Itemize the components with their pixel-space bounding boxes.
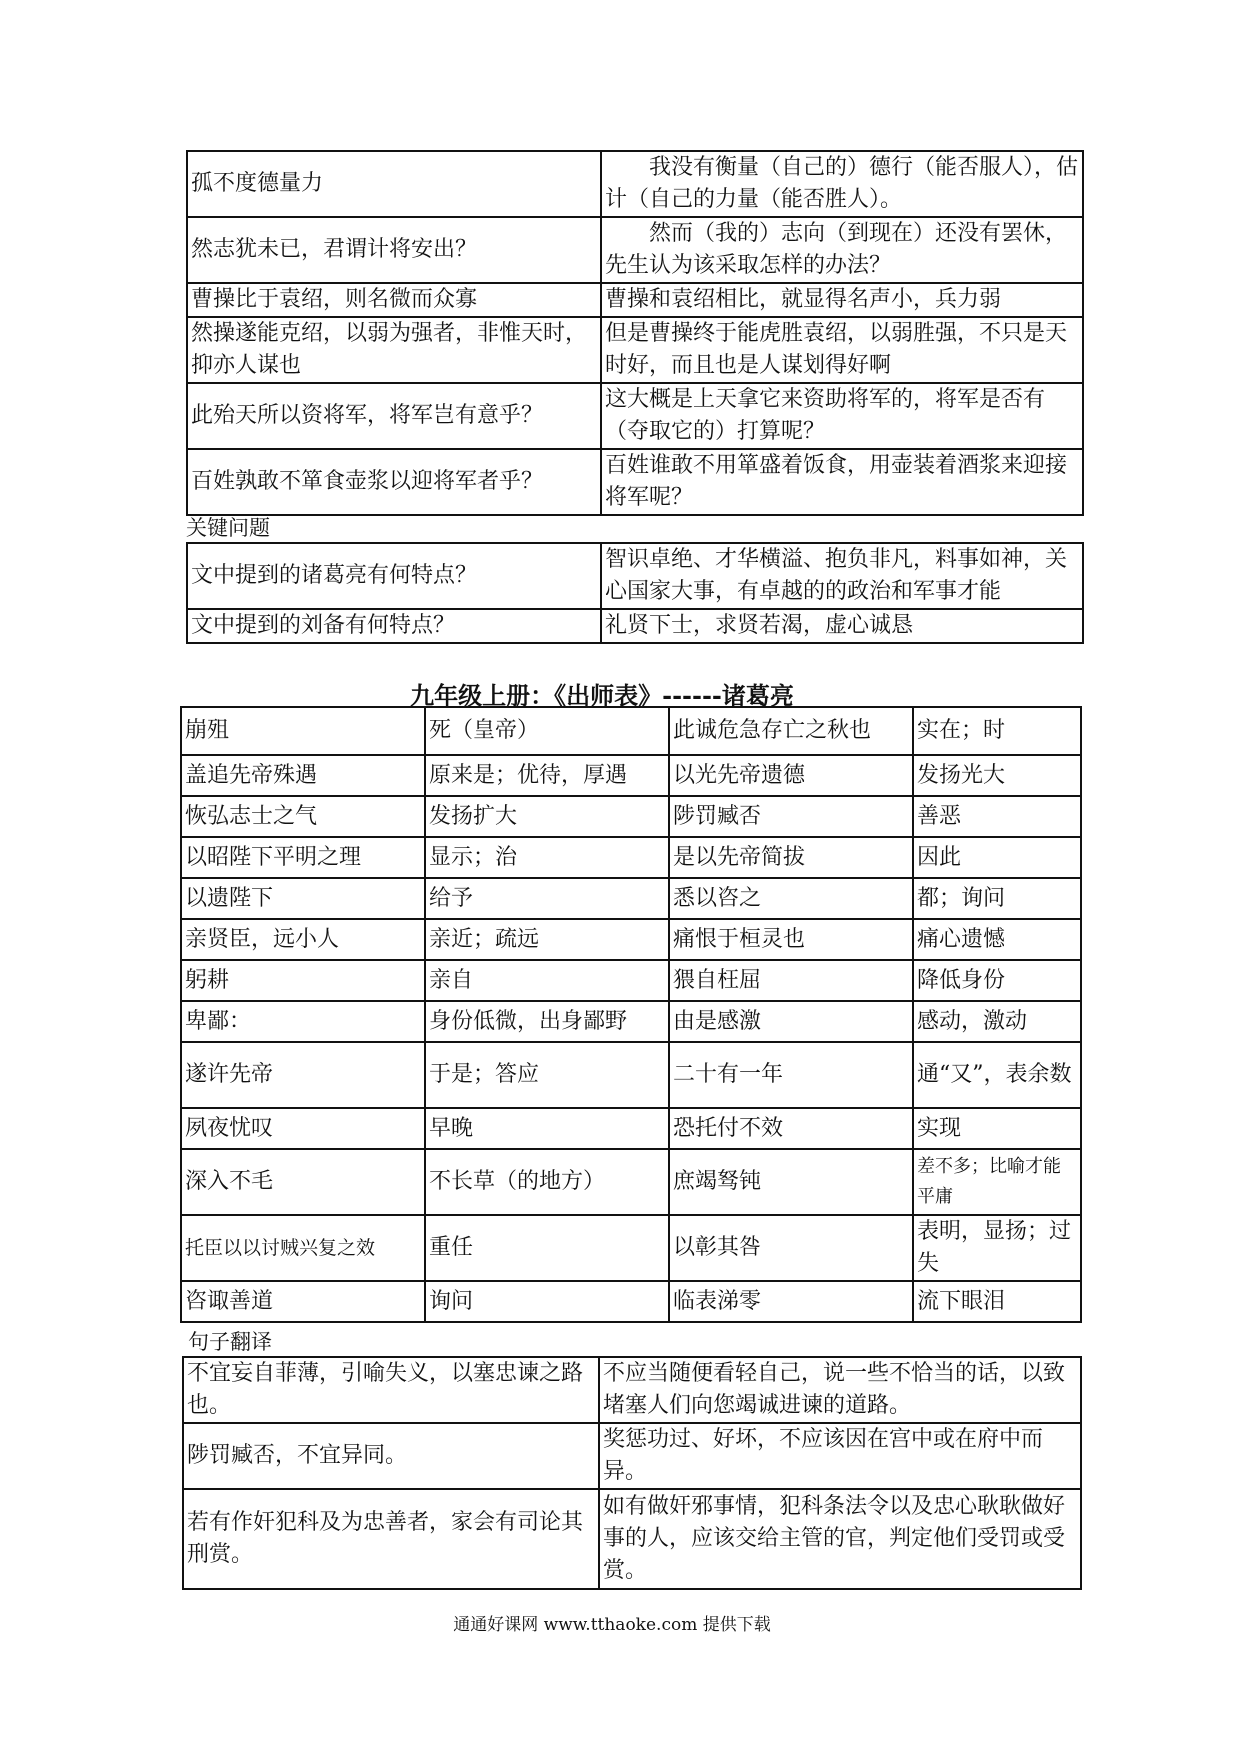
table-row (187, 449, 1083, 515)
word-cell: 咨诹善道 (181, 1281, 425, 1322)
table-row (181, 1108, 1081, 1149)
question-cell: 文中提到的诸葛亮有何特点？ (187, 543, 601, 609)
table-row (181, 796, 1081, 837)
table-row (187, 543, 1083, 609)
translation-cell: 我没有衡量（自己的）德行（能否服人），估计（自己的力量（能否胜人）。 (601, 151, 1083, 217)
word-cell: 亲贤臣，远小人 (181, 919, 425, 960)
table-row (181, 1215, 1081, 1281)
vocabulary-table (180, 706, 1082, 1323)
meaning-cell: 亲自 (425, 960, 669, 1001)
translation-cell: 百姓谁敢不用箪盛着饭食，用壶装着酒浆来迎接将军呢？ (601, 449, 1083, 515)
table-row (187, 383, 1083, 449)
word-cell: 以昭陛下平明之理 (181, 837, 425, 878)
table-row (181, 1281, 1081, 1322)
word-cell: 猥自枉屈 (669, 960, 913, 1001)
word-cell: 临表涕零 (669, 1281, 913, 1322)
meaning-cell: 通“又”，表余数 (913, 1042, 1081, 1108)
meaning-cell: 死（皇帝） (425, 707, 669, 755)
meaning-cell: 给予 (425, 878, 669, 919)
translation-cell: 曹操和袁绍相比，就显得名声小，兵力弱 (601, 283, 1083, 317)
question-cell: 文中提到的刘备有何特点？ (187, 609, 601, 643)
section-label-sentence-translation: 句子翻译 (188, 1330, 272, 1354)
word-cell: 卑鄙： (181, 1001, 425, 1042)
meaning-cell: 实现 (913, 1108, 1081, 1149)
table-row (181, 837, 1081, 878)
word-cell: 悉以咨之 (669, 878, 913, 919)
table-row (181, 960, 1081, 1001)
word-cell: 遂许先帝 (181, 1042, 425, 1108)
meaning-cell: 显示；治 (425, 837, 669, 878)
section-title: 九年级上册：《出师表》------诸葛亮 (410, 681, 794, 710)
key-questions-table (186, 542, 1084, 644)
section-label-key-questions: 关键问题 (186, 516, 270, 540)
meaning-cell: 发扬光大 (913, 755, 1081, 796)
translation-cell: 但是曹操终于能虎胜袁绍，以弱胜强，不只是天时好，而且也是人谋划得好啊 (601, 317, 1083, 383)
table-row (187, 317, 1083, 383)
table-row (181, 1001, 1081, 1042)
source-cell: 陟罚臧否，不宜异同。 (183, 1423, 599, 1489)
meaning-cell: 善恶 (913, 796, 1081, 837)
translation-cell: 如有做奸邪事情，犯科条法令以及忠心耿耿做好事的人，应该交给主管的官，判定他们受罚或受赏。 (599, 1489, 1081, 1589)
meaning-cell: 早晚 (425, 1108, 669, 1149)
meaning-cell: 因此 (913, 837, 1081, 878)
word-cell: 此诚危急存亡之秋也 (669, 707, 913, 755)
translation-cell: 奖惩功过、好坏，不应该因在宫中或在府中而异。 (599, 1423, 1081, 1489)
source-cell: 孤不度德量力 (187, 151, 601, 217)
word-cell: 夙夜忧叹 (181, 1108, 425, 1149)
meaning-cell: 降低身份 (913, 960, 1081, 1001)
word-cell: 崩殂 (181, 707, 425, 755)
word-cell: 恐托付不效 (669, 1108, 913, 1149)
meaning-cell: 于是；答应 (425, 1042, 669, 1108)
table-row (183, 1357, 1081, 1423)
answer-cell: 智识卓绝、才华横溢、抱负非凡，料事如神，关心国家大事，有卓越的的政治和军事才能 (601, 543, 1083, 609)
meaning-cell: 差不多；比喻才能平庸 (913, 1149, 1081, 1215)
table-row (183, 1423, 1081, 1489)
word-cell: 躬耕 (181, 960, 425, 1001)
table-row (187, 217, 1083, 283)
word-cell: 恢弘志士之气 (181, 796, 425, 837)
source-cell: 百姓孰敢不箪食壶浆以迎将军者乎？ (187, 449, 601, 515)
source-cell: 若有作奸犯科及为忠善者，家会有司论其刑赏。 (183, 1489, 599, 1589)
source-cell: 此殆天所以资将军，将军岂有意乎？ (187, 383, 601, 449)
meaning-cell: 流下眼泪 (913, 1281, 1081, 1322)
word-cell: 庶竭驽钝 (669, 1149, 913, 1215)
translation-cell: 这大概是上天拿它来资助将军的，将军是否有（夺取它的）打算呢？ (601, 383, 1083, 449)
meaning-cell: 身份低微，出身鄙野 (425, 1001, 669, 1042)
source-cell: 然志犹未已，君谓计将安出？ (187, 217, 601, 283)
page-footer: 通通好课网 www.tthaoke.com 提供下载 (453, 1615, 771, 1635)
word-cell: 以彰其咎 (669, 1215, 913, 1281)
translation-table-1 (186, 150, 1084, 516)
word-cell: 是以先帝简拔 (669, 837, 913, 878)
sentence-translation-table (182, 1356, 1082, 1590)
meaning-cell: 亲近；疏远 (425, 919, 669, 960)
source-cell: 曹操比于袁绍，则名微而众寡 (187, 283, 601, 317)
table-row (181, 1149, 1081, 1215)
word-cell: 深入不毛 (181, 1149, 425, 1215)
word-cell: 以光先帝遗德 (669, 755, 913, 796)
meaning-cell: 表明，显扬；过失 (913, 1215, 1081, 1281)
translation-cell: 不应当随便看轻自己，说一些不恰当的话，以致堵塞人们向您竭诚进谏的道路。 (599, 1357, 1081, 1423)
meaning-cell: 不长草（的地方） (425, 1149, 669, 1215)
translation-cell: 然而（我的）志向（到现在）还没有罢休，先生认为该采取怎样的办法？ (601, 217, 1083, 283)
table-row (181, 919, 1081, 960)
word-cell: 以遗陛下 (181, 878, 425, 919)
table-row (181, 755, 1081, 796)
source-cell: 然操遂能克绍，以弱为强者，非惟天时，抑亦人谋也 (187, 317, 601, 383)
meaning-cell: 痛心遗憾 (913, 919, 1081, 960)
answer-cell: 礼贤下士，求贤若渴，虚心诚恳 (601, 609, 1083, 643)
word-cell: 陟罚臧否 (669, 796, 913, 837)
meaning-cell: 原来是；优待，厚遇 (425, 755, 669, 796)
word-cell: 痛恨于桓灵也 (669, 919, 913, 960)
word-cell: 托臣以以讨贼兴复之效 (181, 1215, 425, 1281)
source-cell: 不宜妄自菲薄，引喻失义，以塞忠谏之路也。 (183, 1357, 599, 1423)
meaning-cell: 询问 (425, 1281, 669, 1322)
table-row (181, 878, 1081, 919)
meaning-cell: 感动，激动 (913, 1001, 1081, 1042)
table-row (183, 1489, 1081, 1589)
meaning-cell: 发扬扩大 (425, 796, 669, 837)
meaning-cell: 重任 (425, 1215, 669, 1281)
word-cell: 盖追先帝殊遇 (181, 755, 425, 796)
word-cell: 由是感激 (669, 1001, 913, 1042)
table-row (181, 707, 1081, 755)
table-row (187, 151, 1083, 217)
meaning-cell: 都；询问 (913, 878, 1081, 919)
table-row (181, 1042, 1081, 1108)
meaning-cell: 实在；时 (913, 707, 1081, 755)
word-cell: 二十有一年 (669, 1042, 913, 1108)
table-row (187, 609, 1083, 643)
table-row (187, 283, 1083, 317)
